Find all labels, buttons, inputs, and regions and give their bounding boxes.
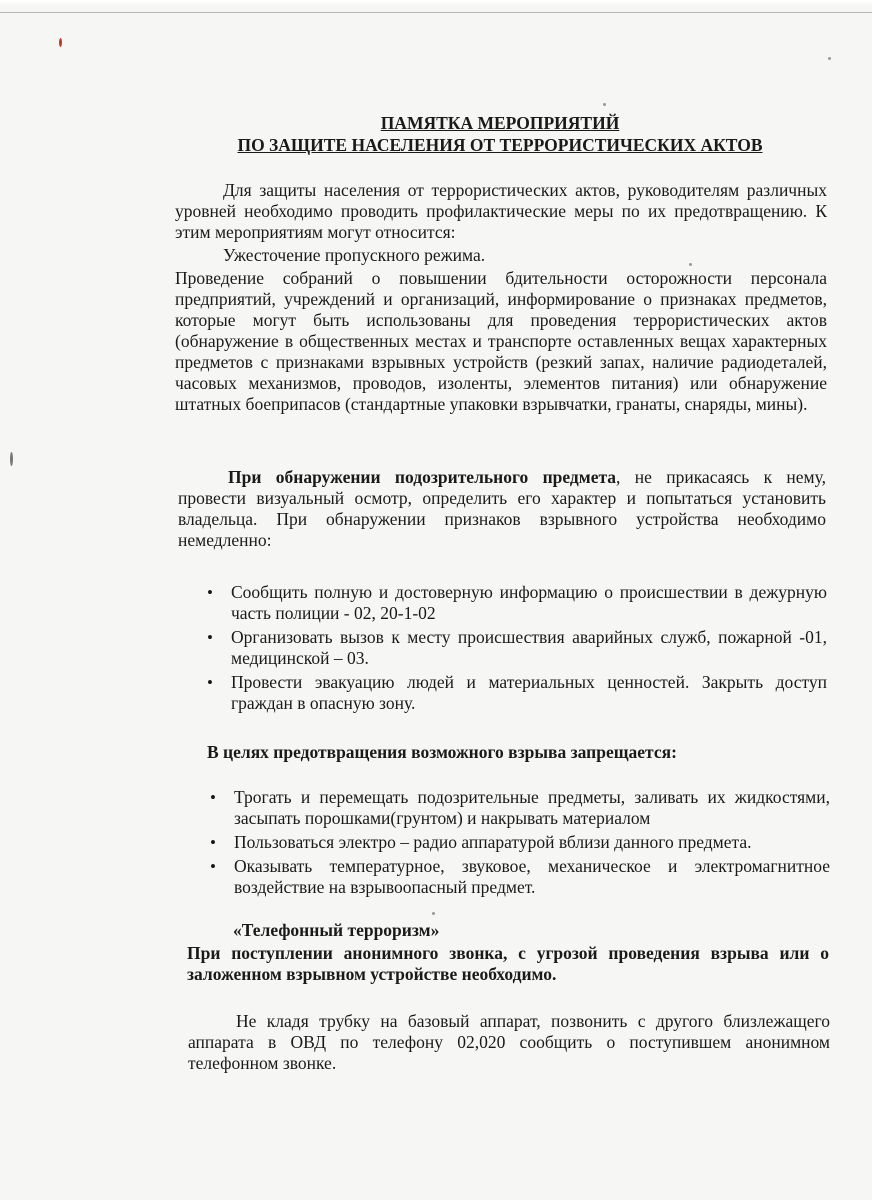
bullet-icon: • <box>207 628 213 647</box>
suspicious-object-bold: При обнаружении подозрительного предмета <box>228 467 617 487</box>
phone-terrorism-heading: «Телефонный терроризм» <box>233 920 440 940</box>
document-title-line2: ПО ЗАЩИТЕ НАСЕЛЕНИЯ ОТ ТЕРРОРИСТИЧЕСКИХ АКТОВ <box>237 135 763 155</box>
intro-paragraph: Для защиты населения от террористических актов, руководителям различных уровней необходимо проводить профилактические меры по их предотвращению. К этим мероприятиям могут относится: <box>175 180 827 242</box>
list-item <box>208 856 830 898</box>
phone-terrorism-instruction: При поступлении анонимного звонка, с угрозой проведения взрыва или о заложенном взрывном устройстве необходимо. <box>187 943 829 984</box>
bullet-icon: • <box>210 857 216 876</box>
list-item <box>205 627 827 669</box>
list-item <box>208 787 830 829</box>
list-item <box>205 672 827 714</box>
list-item-text: Провести эвакуацию людей и материальных ценностей. Закрыть доступ граждан в опасную зону. <box>231 672 827 713</box>
list-item-text: Сообщить полную и достоверную информацию о происшествии в дежурную часть полиции - 02, 20-1-02 <box>231 582 827 623</box>
list-item <box>205 582 827 624</box>
document-title-line1: ПАМЯТКА МЕРОПРИЯТИЙ <box>380 113 620 133</box>
actions-list <box>205 582 827 717</box>
access-control-paragraph: Ужесточение пропускного режима. <box>223 245 486 265</box>
list-item-text: Оказывать температурное, звуковое, механическое и электромагнитное воздействие на взрывоопасный предмет. <box>234 856 830 897</box>
list-item-text: Пользоваться электро – радио аппаратурой вблизи данного предмета. <box>234 832 752 852</box>
phone-action-paragraph: Не кладя трубку на базовый аппарат, позвонить с другого близлежащего аппарата в ОВД по телефону 02,020 сообщить о поступившем анонимном телефонном звонке. <box>188 1011 830 1073</box>
list-item <box>208 832 830 853</box>
list-item-text: Организовать вызов к месту происшествия аварийных служб, пожарной -01, медицинской – 03. <box>231 627 827 668</box>
prohibited-heading: В целях предотвращения возможного взрыва запрещается: <box>207 742 677 762</box>
bullet-icon: • <box>210 788 216 807</box>
bullet-icon: • <box>210 833 216 852</box>
suspicious-object-text: , не прикасаясь к нему, провести визуальный осмотр, определить его характер и попытаться установить владельца. При обнаружении признаков взрывного устройства необходимо немедленно: <box>178 467 826 550</box>
prohibited-list <box>208 787 830 901</box>
list-item-text: Трогать и перемещать подозрительные предметы, заливать их жидкостями, засыпать порошками(грунтом) и накрывать материалом <box>234 787 830 828</box>
bullet-icon: • <box>207 673 213 692</box>
suspicious-object-paragraph <box>178 467 826 551</box>
bullet-icon: • <box>207 583 213 602</box>
meetings-paragraph: Проведение собраний о повышении бдительности осторожности персонала предприятий, учреждений и организаций, информирование о признаках предметов, которые могут быть использованы для проведения террористических актов (обнаружение в общественных местах и транспорте оставленных вещах характерных предметов с признаками взрывных устройств (резкий запах, наличие радиодеталей, часовых механизмов, проводов, изоленты, элементов питания) или обнаружение штатных боеприпасов (стандартные упаковки взрывчатки, гранаты, снаряды, мины). <box>175 268 827 414</box>
